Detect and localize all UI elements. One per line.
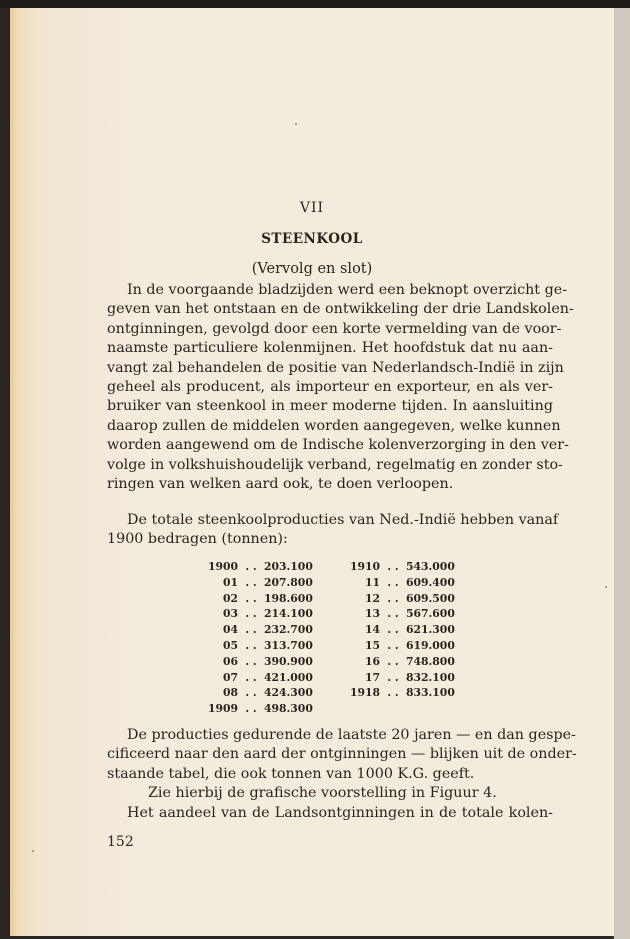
table-value: 203.100	[264, 560, 313, 573]
table-row	[350, 654, 455, 670]
text-line: geven van het ontstaan en de ontwikkeling der drie Landskolen-	[107, 301, 574, 318]
paragraph-production-intro	[107, 511, 559, 550]
table-value: 232.700	[264, 623, 313, 637]
table-leader: . .	[245, 670, 257, 684]
table-leader: . .	[387, 575, 399, 589]
table-leader: . .	[245, 623, 257, 637]
table-year: 01	[222, 575, 238, 589]
text-line: naamste particuliere kolenmijnen. Het hoofdstuk dat nu aan-	[107, 340, 553, 357]
table-value: 421.000	[264, 670, 313, 684]
table-leader: . .	[245, 607, 257, 621]
table-year: 1918	[350, 686, 381, 700]
text-line: Het aandeel van de Landsontginningen in de totale kolen-	[127, 804, 553, 821]
table-value: 609.500	[406, 591, 455, 605]
text-line: bruiker van steenkool in meer moderne tijden. In aansluiting	[107, 398, 553, 415]
paragraph-intro	[107, 281, 574, 494]
table-year: 1909	[208, 702, 239, 716]
table-year: 1900	[208, 560, 239, 573]
table-leader: . .	[387, 560, 399, 573]
table-row	[208, 606, 313, 622]
page-number: 152	[107, 834, 134, 850]
table-value: 424.300	[264, 686, 313, 700]
table-leader: . .	[245, 702, 257, 716]
scan-top-border	[0, 0, 630, 8]
table-leader: . .	[387, 654, 399, 668]
table-year: 06	[222, 654, 238, 668]
table-row	[350, 622, 455, 638]
text-line: De totale steenkoolproducties van Ned.-Indië hebben vanaf	[127, 512, 559, 528]
table-leader: . .	[245, 560, 257, 573]
table-row	[208, 622, 313, 638]
table-row	[208, 559, 313, 575]
text-line: geheel als producent, als importeur en exporteur, en als ver-	[107, 379, 553, 396]
chapter-number: VII	[299, 200, 325, 216]
text-line: daarop zullen de middelen worden aangegeven, welke kunnen	[107, 417, 561, 434]
table-year: 13	[364, 607, 380, 621]
table-value: 543.000	[406, 560, 455, 573]
table-year: 04	[222, 623, 238, 637]
table-row	[208, 701, 313, 717]
table-row	[208, 591, 313, 607]
table-value: 748.800	[406, 654, 455, 668]
table-row	[208, 685, 313, 701]
table-row	[208, 575, 313, 591]
text-line: In de voorgaande bladzijden werd een beknopt overzicht ge-	[127, 282, 568, 298]
table-value: 214.100	[264, 607, 313, 621]
table-year: 17	[364, 670, 380, 684]
table-value: 207.800	[264, 575, 313, 589]
table-leader: . .	[245, 686, 257, 700]
table-year: 03	[222, 607, 238, 621]
table-row	[350, 575, 455, 591]
table-leader: . .	[387, 670, 399, 684]
table-year: 1910	[350, 560, 381, 573]
table-value: 390.900	[264, 654, 313, 668]
text-line: worden aangewend om de Indische kolenverzorging in den ver-	[107, 437, 569, 454]
table-value: 313.700	[264, 638, 313, 652]
table-leader: . .	[387, 591, 399, 605]
table-value: 198.600	[264, 591, 313, 605]
table-leader: . .	[245, 575, 257, 589]
table-row	[350, 670, 455, 686]
table-year: 07	[222, 670, 238, 684]
table-year: 02	[222, 591, 238, 605]
text-line: vangt zal behandelen de positie van Nederlandsch-Indië in zijn	[107, 359, 564, 376]
table-value: 619.000	[406, 638, 455, 652]
chapter-title: STEENKOOL	[261, 231, 363, 247]
table-year: 16	[364, 654, 380, 668]
table-leader: . .	[387, 607, 399, 621]
book-page	[10, 8, 614, 936]
text-line: ringen van welken aard ook, te doen verloopen.	[107, 476, 454, 493]
table-year: 15	[364, 638, 380, 652]
table-row	[350, 591, 455, 607]
table-year: 14	[364, 623, 380, 637]
text-line: 1900 bedragen (tonnen):	[107, 531, 288, 548]
table-leader: . .	[245, 591, 257, 605]
table-value: 832.100	[406, 670, 455, 684]
table-year: 05	[222, 638, 238, 652]
paper-speck	[32, 850, 34, 852]
table-value: 567.600	[406, 607, 455, 621]
table-value: 833.100	[406, 686, 455, 700]
table-leader: . .	[245, 638, 257, 652]
paragraph-production-details	[107, 726, 577, 823]
table-value: 609.400	[406, 575, 455, 589]
table-row	[208, 670, 313, 686]
table-row	[208, 654, 313, 670]
table-year: 08	[222, 686, 238, 700]
table-row	[350, 638, 455, 654]
text-line: volge in volkshuishoudelijk verband, regelmatig en zonder sto-	[107, 456, 563, 473]
table-leader: . .	[387, 638, 399, 652]
table-year: 11	[364, 575, 380, 589]
table-row	[350, 685, 455, 701]
text-line: staande tabel, die ook tonnen van 1000 K.G. geeft.	[107, 765, 475, 782]
text-line: ontginningen, gevolgd door een korte vermelding van de voor-	[107, 320, 562, 337]
scan-right-edge	[612, 8, 630, 939]
table-row	[350, 606, 455, 622]
text-line: De producties gedurende de laatste 20 jaren — en dan gespe-	[127, 727, 576, 743]
table-year: 12	[364, 591, 380, 605]
paper-speck	[605, 586, 607, 588]
table-value: 498.300	[264, 702, 313, 716]
table-leader: . .	[387, 623, 399, 637]
chapter-subtitle: (Vervolg en slot)	[251, 261, 373, 277]
table-value: 621.300	[406, 623, 455, 637]
table-row	[208, 638, 313, 654]
table-leader: . .	[245, 654, 257, 668]
table-row	[350, 559, 455, 575]
production-table-right-column	[350, 559, 455, 701]
production-table-left-column	[208, 559, 313, 717]
table-leader: . .	[387, 686, 399, 700]
paper-speck	[295, 123, 297, 125]
text-line: Zie hierbij de grafische voorstelling in Figuur 4.	[148, 785, 497, 802]
text-line: cificeerd naar den aard der ontginningen — blijken uit de onder-	[107, 746, 577, 763]
